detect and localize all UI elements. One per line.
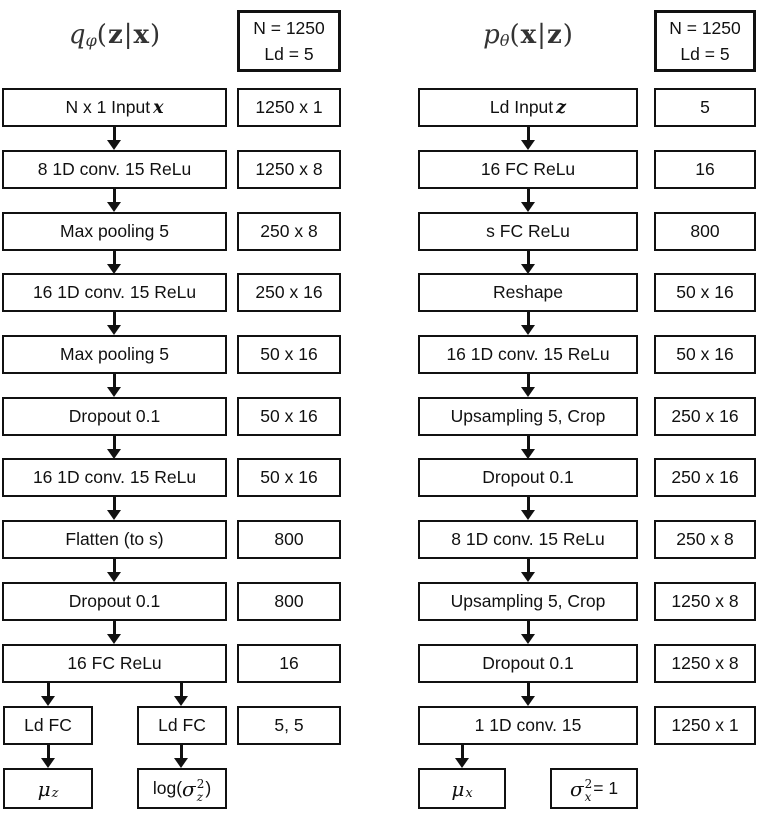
decoder-dim-fc1 <box>654 150 756 189</box>
encoder-title-close: ) <box>149 20 161 50</box>
arrow-down-icon <box>107 189 121 212</box>
decoder-title-var: p <box>483 20 500 50</box>
arrow-down-icon <box>107 497 121 520</box>
layer-label: 16 1D conv. 15 ReLu <box>446 344 610 364</box>
decoder-layer-conv1 <box>418 335 638 374</box>
decoder-dim-upsample2 <box>654 582 756 621</box>
arrow-down-icon <box>41 745 55 768</box>
encoder-layer-conv3 <box>2 458 227 497</box>
layer-label: Dropout 0.1 <box>482 653 574 673</box>
encoder-params-box <box>237 10 341 72</box>
encoder-mu-fc-box <box>3 706 93 745</box>
decoder-params-box <box>654 10 756 72</box>
decoder-layer-fc2 <box>418 212 638 251</box>
decoder-dim-upsample1 <box>654 397 756 436</box>
encoder-title-arg2: x <box>133 20 149 50</box>
layer-label: Upsampling 5, Crop <box>450 591 606 611</box>
decoder-layer-fc1 <box>418 150 638 189</box>
encoder-dim-flatten <box>237 520 341 559</box>
dim-label: 800 <box>690 221 720 241</box>
decoder-param-n: N = 1250 <box>669 17 741 38</box>
arrow-down-icon <box>174 683 188 706</box>
decoder-title-sub: θ <box>499 31 510 51</box>
sigma-symbol: σ <box>182 776 196 801</box>
decoder-dim-reshape <box>654 273 756 312</box>
layer-label: s FC ReLu <box>486 221 570 241</box>
decoder-dim-dropout2 <box>654 644 756 683</box>
dim-label: 800 <box>274 591 304 611</box>
decoder-dim-fc2 <box>654 212 756 251</box>
decoder-sigma-box <box>550 768 638 809</box>
arrow-down-icon <box>107 312 121 335</box>
encoder-title-bar: | <box>123 20 133 50</box>
layer-label: 16 FC ReLu <box>480 159 576 179</box>
math-x: x <box>153 97 164 118</box>
encoder-param-ld: Ld = 5 <box>264 44 314 64</box>
dim-label: 50 x 16 <box>260 344 318 364</box>
log-prefix: log( <box>152 778 183 798</box>
encoder-layer-conv2 <box>2 273 227 312</box>
encoder-dim-input <box>237 88 341 127</box>
decoder-dim-dropout1 <box>654 458 756 497</box>
dim-label: 50 x 16 <box>260 467 318 487</box>
decoder-dim-conv3 <box>654 706 756 745</box>
dim-label: 5, 5 <box>274 715 304 735</box>
decoder-dim-input <box>654 88 756 127</box>
decoder-layer-conv3 <box>418 706 638 745</box>
decoder-title-arg2: z <box>546 20 562 50</box>
decoder-layer-dropout1 <box>418 458 638 497</box>
arrow-down-icon <box>521 251 535 274</box>
mu-subscript: x <box>465 785 473 801</box>
decoder-layer-input <box>418 88 638 127</box>
dim-label: 50 x 16 <box>676 282 734 302</box>
sigma-equals: = 1 <box>593 778 619 798</box>
dim-label: 250 x 8 <box>676 529 734 549</box>
encoder-output-mu-box <box>3 768 93 809</box>
encoder-dim-pool1 <box>237 212 341 251</box>
dim-label: 16 <box>695 159 715 179</box>
encoder-param-n: N = 1250 <box>253 17 325 38</box>
arrow-down-icon <box>521 683 535 706</box>
encoder-title-open: ( <box>96 20 107 50</box>
sigma-subscript: x <box>584 789 592 804</box>
decoder-layer-upsample2 <box>418 582 638 621</box>
encoder-title-var: q <box>68 20 86 50</box>
decoder-title-close: ) <box>562 20 573 50</box>
encoder-dim-conv2 <box>237 273 341 312</box>
layer-label: Ld FC <box>158 715 206 735</box>
mu-subscript: z <box>51 785 59 801</box>
encoder-dim-pool2 <box>237 335 341 374</box>
arrow-down-icon <box>107 374 121 397</box>
encoder-layer-pool1 <box>2 212 227 251</box>
arrow-down-icon <box>107 559 121 582</box>
dim-label: 50 x 16 <box>260 406 318 426</box>
arrow-down-icon <box>521 127 535 150</box>
encoder-logvar-fc-box <box>137 706 227 745</box>
dim-label: 1250 x 8 <box>671 653 739 673</box>
layer-label: Max pooling 5 <box>60 344 169 364</box>
encoder-dim-branch <box>237 706 341 745</box>
dim-label: 1250 x 1 <box>671 715 739 735</box>
encoder-dim-fc <box>237 644 341 683</box>
decoder-title-arg1: x <box>520 20 537 50</box>
mu-symbol: μ <box>37 776 51 801</box>
layer-label: 16 FC ReLu <box>67 653 162 673</box>
encoder-layer-dropout1 <box>2 397 227 436</box>
arrow-down-icon <box>107 251 121 274</box>
dim-label: 800 <box>274 529 304 549</box>
dim-label: 250 x 8 <box>260 221 318 241</box>
decoder-title-bar: | <box>537 20 546 50</box>
dim-label: 50 x 16 <box>676 344 734 364</box>
decoder-dim-conv1 <box>654 335 756 374</box>
layer-label: 8 1D conv. 15 ReLu <box>451 529 605 549</box>
dim-label: 5 <box>700 97 710 117</box>
encoder-dim-dropout2 <box>237 582 341 621</box>
decoder-layer-upsample1 <box>418 397 638 436</box>
encoder-title-sub: φ <box>85 31 97 51</box>
encoder-title-arg1: z <box>107 20 123 50</box>
dim-label: 250 x 16 <box>671 467 739 487</box>
arrow-down-icon <box>107 621 121 644</box>
layer-label: Flatten (to s) <box>65 529 164 549</box>
dim-label: 1250 x 1 <box>255 97 323 117</box>
dim-label: 250 x 16 <box>255 282 323 302</box>
decoder-title-open: ( <box>509 20 520 50</box>
dim-label: 16 <box>279 653 299 673</box>
sigma-superscript: 2 <box>196 776 205 791</box>
layer-label: Dropout 0.1 <box>68 591 161 611</box>
sigma-superscript: 2 <box>584 776 593 791</box>
decoder-layer-dropout2 <box>418 644 638 683</box>
layer-label: 8 1D conv. 15 ReLu <box>37 159 192 179</box>
layer-label: Reshape <box>492 282 564 302</box>
arrow-down-icon <box>521 312 535 335</box>
dim-label: 250 x 16 <box>671 406 739 426</box>
encoder-layer-conv1 <box>2 150 227 189</box>
decoder-dim-conv2 <box>654 520 756 559</box>
encoder-dim-conv3 <box>237 458 341 497</box>
dim-label: 1250 x 8 <box>255 159 323 179</box>
decoder-param-ld: Ld = 5 <box>680 44 730 64</box>
arrow-down-icon <box>521 374 535 397</box>
layer-label: Upsampling 5, Crop <box>450 406 606 426</box>
log-suffix: ) <box>205 778 212 798</box>
encoder-title <box>2 10 227 60</box>
layer-label: 16 1D conv. 15 ReLu <box>32 282 197 302</box>
math-z: z <box>556 97 567 118</box>
decoder-title <box>418 10 638 60</box>
sigma-sup-sub <box>585 778 593 803</box>
sigma-subscript: z <box>196 789 204 804</box>
encoder-layer-pool2 <box>2 335 227 374</box>
encoder-layer-fc <box>2 644 227 683</box>
decoder-layer-reshape <box>418 273 638 312</box>
layer-label: 16 1D conv. 15 ReLu <box>32 467 197 487</box>
sigma-sup-sub <box>197 778 205 803</box>
arrow-down-icon <box>107 436 121 459</box>
layer-label: Dropout 0.1 <box>482 467 574 487</box>
arrow-down-icon <box>521 497 535 520</box>
encoder-output-logvar-box <box>137 768 227 809</box>
encoder-layer-input <box>2 88 227 127</box>
decoder-output-mu-box <box>418 768 506 809</box>
layer-label: Dropout 0.1 <box>68 406 161 426</box>
encoder-dim-conv1 <box>237 150 341 189</box>
layer-label: N x 1 Input <box>65 97 151 117</box>
arrow-down-icon <box>521 436 535 459</box>
arrow-down-icon <box>521 559 535 582</box>
layer-label: Max pooling 5 <box>60 221 169 241</box>
encoder-dim-dropout1 <box>237 397 341 436</box>
arrow-down-icon <box>521 189 535 212</box>
layer-label: 1 1D conv. 15 <box>474 715 582 735</box>
layer-label: Ld FC <box>24 715 72 735</box>
arrow-down-icon <box>521 621 535 644</box>
sigma-symbol: σ <box>569 776 584 801</box>
mu-symbol: μ <box>451 776 465 801</box>
encoder-layer-dropout2 <box>2 582 227 621</box>
layer-label: Ld Input <box>489 97 554 117</box>
arrow-down-icon <box>107 127 121 150</box>
decoder-layer-conv2 <box>418 520 638 559</box>
arrow-down-icon <box>41 683 55 706</box>
arrow-down-icon <box>455 745 469 768</box>
encoder-layer-flatten <box>2 520 227 559</box>
dim-label: 1250 x 8 <box>671 591 739 611</box>
arrow-down-icon <box>174 745 188 768</box>
